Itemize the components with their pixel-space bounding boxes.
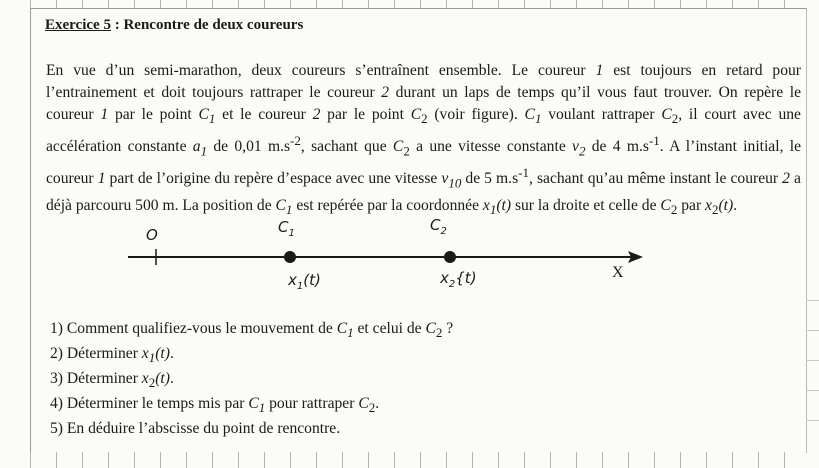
runner-number: 1 [100, 106, 109, 123]
statement-text: de 5 m.s [461, 170, 519, 188]
origin-label: O [146, 226, 158, 244]
symbol-sub: 2 [148, 375, 156, 391]
symbol-sub: 1 [285, 201, 293, 217]
runner-number: 1 [97, 170, 106, 188]
question-list [50, 318, 453, 439]
point-c1 [284, 251, 296, 263]
symbol-sub: 2 [421, 111, 428, 127]
question-number: 4) [50, 395, 67, 413]
c2-letter: C [430, 216, 441, 234]
symbol-c: C [248, 395, 259, 413]
function-arg: (t) [155, 345, 170, 363]
question-4 [50, 393, 453, 418]
symbol-c: C [661, 106, 672, 123]
function-arg: (t) [718, 196, 734, 214]
axis-label: X [612, 264, 624, 281]
x2-letter: x [440, 269, 449, 287]
statement-text: part de l’origine du repère d’espace avec une vitesse [105, 170, 442, 188]
question-text: et celui de [353, 320, 426, 337]
x2-argument: {t) [455, 269, 477, 287]
symbol-c: C [336, 320, 348, 337]
question-text: . [169, 345, 174, 363]
symbol-sub: 2 [403, 143, 410, 159]
statement-text: (voir figure). [427, 106, 525, 123]
statement-text: , il court avec une accélération constante [46, 106, 801, 156]
symbol-c: C [524, 106, 535, 123]
symbol-sub: 2 [435, 325, 443, 341]
question-text: Déterminer [66, 345, 142, 363]
symbol-v: v [572, 138, 579, 156]
exercise-title [45, 17, 303, 34]
c1-label [278, 218, 295, 239]
symbol-sub: 2 [711, 201, 719, 217]
exponent: -2 [290, 133, 301, 149]
question-text: . [375, 395, 380, 413]
symbol-sub: 2 [671, 111, 679, 127]
question-text: Déterminer [66, 370, 142, 388]
top-tick-marks [30, 0, 810, 8]
symbol-x: x [482, 196, 490, 214]
question-text: Déterminer le temps mis par [66, 395, 249, 413]
symbol-sub: 2 [578, 143, 586, 159]
symbol-c: C [425, 320, 436, 337]
question-2 [50, 343, 453, 368]
statement-text: , sachant qu’au même instant le coureur [528, 170, 783, 188]
bottom-tick-marks [30, 452, 810, 468]
question-number: 2) [50, 345, 67, 363]
question-number: 5) [50, 420, 67, 438]
statement-text: , sachant que [300, 138, 393, 156]
symbol-v: v [441, 170, 449, 188]
statement-text: sur la droite et celle de [511, 196, 661, 214]
runner-number: 2 [312, 106, 321, 123]
runner-number: 1 [595, 62, 604, 79]
x2-label [439, 269, 477, 290]
statement-text: En vue d’un semi-marathon, deux coureurs s’entraînent ensemble. Le coureur [46, 62, 596, 79]
exercise-title-text: : Rencontre de deux coureurs [110, 17, 304, 33]
question-text: Comment qualifiez-vous le mouvement de [66, 320, 337, 337]
statement-text: et le coureur [215, 106, 313, 123]
function-arg: (t) [496, 196, 512, 214]
statement-text: voulant rattraper [541, 106, 662, 123]
x1-argument: (t) [303, 271, 321, 289]
question-text: . [169, 370, 174, 388]
statement-text: . A l’instant initial, le coureur [46, 138, 802, 188]
question-5 [50, 418, 453, 439]
x1-label [287, 271, 321, 292]
runner-number: 2 [381, 84, 390, 101]
statement-text: . [733, 196, 738, 214]
question-number: 1) [50, 320, 67, 337]
x2-subscript: 2 [448, 279, 456, 290]
axis-figure [118, 215, 648, 295]
x1-subscript: 1 [296, 281, 304, 292]
statement-text: est repérée par la coordonnée [292, 196, 483, 214]
c2-subscript: 2 [440, 226, 447, 237]
symbol-c: C [410, 106, 422, 123]
runner-number: 2 [782, 170, 790, 188]
c2-label [430, 216, 447, 237]
symbol-sub: 2 [368, 400, 376, 416]
right-tick-marks [806, 300, 819, 450]
statement-text: par le point [320, 106, 411, 123]
symbol-c: C [392, 138, 404, 156]
symbol-a: a [192, 138, 201, 156]
symbol-c: C [358, 395, 369, 413]
point-c2 [444, 251, 456, 263]
statement-text: durant un laps de temps qu’il vous faut trouver. On repère le coureur [46, 84, 802, 123]
symbol-sub: 1 [347, 325, 354, 341]
symbol-sub: 1 [534, 111, 542, 127]
statement-text: de 4 m.s [585, 138, 649, 156]
statement-text: est toujours en retard pour l’entrainement et doit toujours rattraper le coureur [46, 62, 802, 101]
question-1 [50, 318, 453, 343]
symbol-sub: 1 [489, 201, 497, 217]
exponent: -1 [518, 165, 529, 181]
statement-text: a une vitesse constante [409, 138, 573, 156]
symbol-sub: 1 [200, 143, 208, 159]
statement-text: par le point [108, 106, 199, 123]
question-number: 3) [50, 370, 67, 388]
question-3 [50, 368, 453, 393]
symbol-x: x [141, 345, 149, 363]
statement-text: par [677, 196, 706, 214]
symbol-c: C [660, 196, 671, 214]
statement-text: a déjà parcouru 500 m. La position de [46, 170, 801, 214]
c1-letter: C [278, 218, 289, 236]
question-text: pour rattraper [265, 395, 359, 413]
c1-subscript: 1 [288, 228, 295, 239]
x1-letter: x [288, 271, 297, 289]
symbol-c: C [198, 106, 209, 123]
symbol-sub: 1 [258, 400, 266, 416]
symbol-x: x [705, 196, 712, 214]
question-text: En déduire l’abscisse du point de rencontre. [66, 420, 341, 438]
exponent: -1 [648, 133, 660, 149]
function-arg: (t) [155, 370, 170, 388]
question-text: ? [442, 320, 454, 337]
symbol-c: C [275, 196, 286, 214]
symbol-sub: 1 [208, 111, 216, 127]
symbol-x: x [141, 370, 149, 388]
statement-text: de 0,01 m.s [207, 138, 291, 156]
symbol-sub: 1 [148, 350, 156, 366]
problem-statement [46, 60, 801, 221]
symbol-sub: 2 [670, 201, 678, 217]
symbol-sub: 10 [448, 175, 462, 191]
exercise-number: Exercice 5 [45, 17, 111, 33]
